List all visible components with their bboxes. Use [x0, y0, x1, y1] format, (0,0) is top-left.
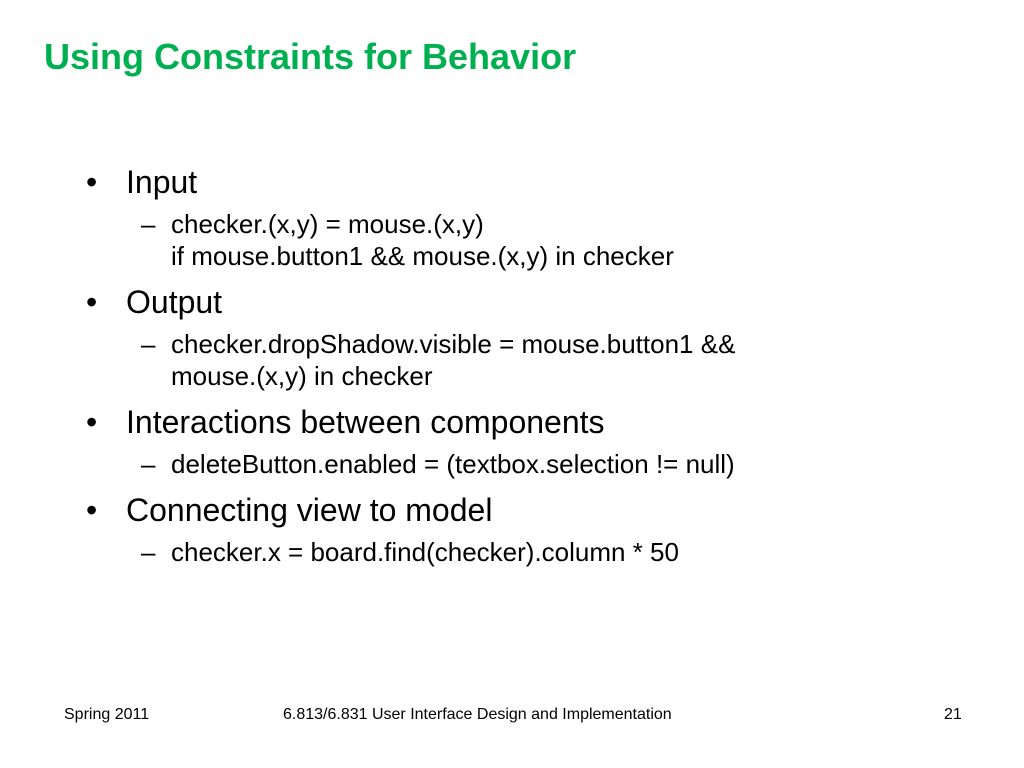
bullet-mark: • [86, 164, 98, 200]
sub-bullet-output [141, 328, 986, 392]
sub-bullet-connecting [141, 536, 986, 568]
sub-bullet-text: checker.x = board.find(checker).column * 50 [171, 537, 679, 567]
dash-mark: – [141, 329, 156, 359]
sub-bullet-text: deleteButton.enabled = (textbox.selection != null) [171, 449, 735, 479]
bullet-mark: • [86, 492, 98, 528]
bullet-label: Input [126, 164, 198, 200]
dash-mark: – [141, 537, 156, 567]
bullet-label: Interactions between components [126, 404, 605, 440]
sub-bullet-text: checker.dropShadow.visible = mouse.button1 && mouse.(x,y) in checker [171, 329, 736, 391]
bullet-connecting [86, 490, 986, 530]
bullet-mark: • [86, 284, 98, 320]
bullet-interactions [86, 402, 986, 442]
bullet-input [86, 162, 986, 202]
dash-mark: – [141, 449, 156, 479]
sub-bullet-text: checker.(x,y) = mouse.(x,y) if mouse.button1 && mouse.(x,y) in checker [171, 209, 674, 271]
bullet-output [86, 282, 986, 322]
bullet-mark: • [86, 404, 98, 440]
dash-mark: – [141, 209, 156, 239]
sub-bullet-input [141, 208, 986, 272]
bullet-label: Connecting view to model [126, 492, 493, 528]
slide-title: Using Constraints for Behavior [44, 36, 577, 77]
footer-page-number: 21 [944, 706, 962, 723]
footer-course: 6.813/6.831 User Interface Design and Implementation [283, 706, 672, 723]
footer-date: Spring 2011 [64, 706, 150, 723]
slide-content [86, 162, 986, 568]
sub-bullet-interactions [141, 448, 986, 480]
bullet-label: Output [126, 284, 223, 320]
